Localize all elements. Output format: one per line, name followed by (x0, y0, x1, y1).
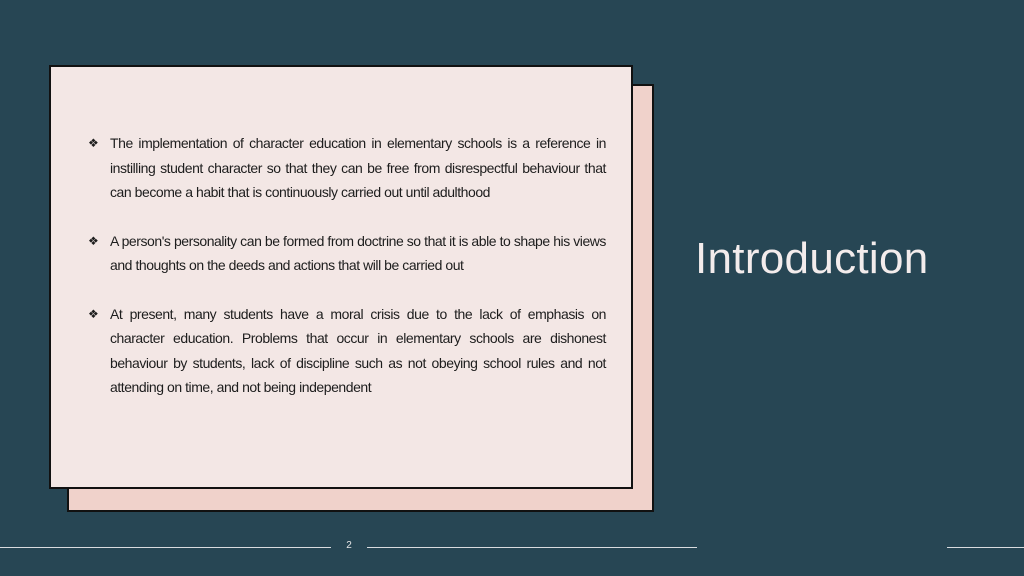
bullet-item (88, 302, 606, 400)
bullet-text: The implementation of character education in elementary schools is a reference in instilling student character so that they can be free from disrespectful behaviour that can become a habit that is continuously carried out until adulthood (110, 135, 606, 200)
content-card (49, 65, 633, 489)
footer-rule-right (947, 547, 1024, 548)
bullet-item (88, 131, 606, 205)
bullet-text: At present, many students have a moral crisis due to the lack of emphasis on character education. Problems that occur in elementary schools are dishonest behaviour by students, lack of discipline such as not obeying school rules and not attending on time, and not being independent (110, 305, 606, 395)
diamond-bullet-icon: ❖ (88, 136, 99, 150)
diamond-bullet-icon: ❖ (88, 233, 99, 248)
footer-rule-left (0, 547, 331, 548)
bullet-list (88, 131, 606, 424)
page-number: 2 (346, 540, 352, 551)
bullet-item (88, 229, 606, 278)
bullet-text: A person's personality can be formed from doctrine so that it is able to shape his views and thoughts on the deeds and actions that will be carried out (110, 232, 606, 273)
footer-rule-middle (367, 547, 697, 548)
diamond-bullet-icon: ❖ (88, 306, 99, 321)
slide-title: Introduction (695, 234, 929, 283)
